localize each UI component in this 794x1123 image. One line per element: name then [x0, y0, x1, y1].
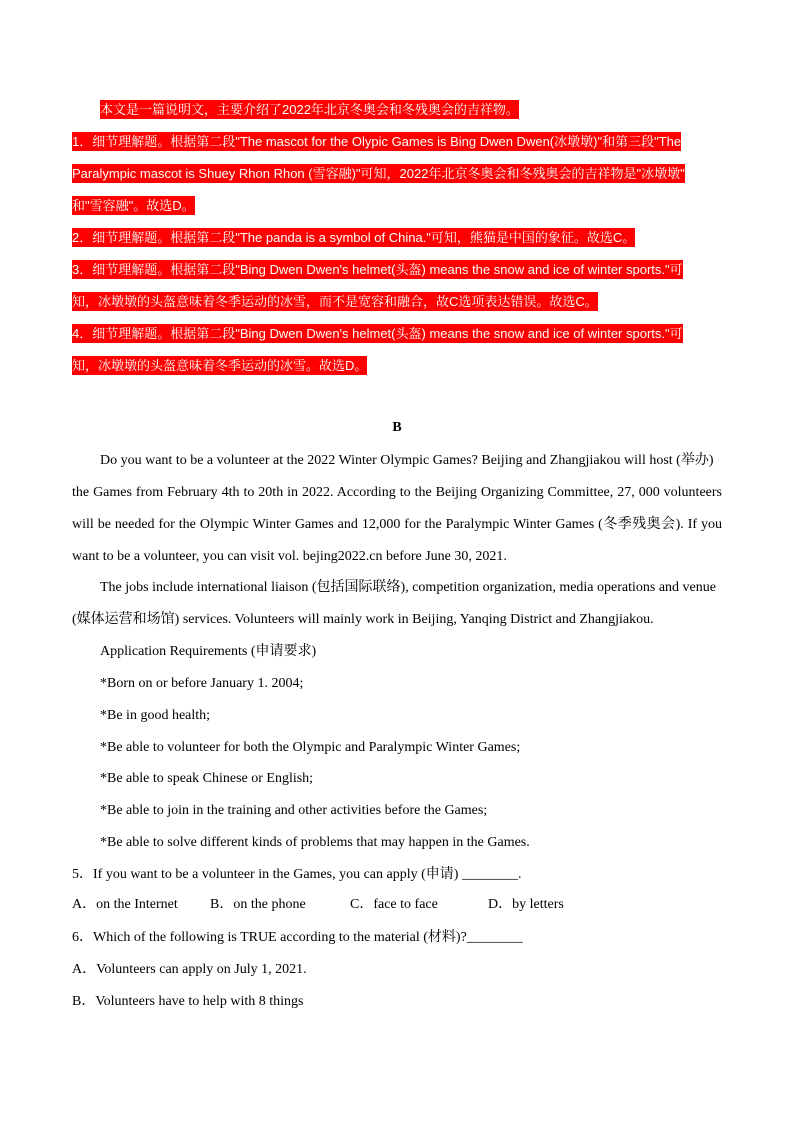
requirement-item: *Be able to speak Chinese or English;	[100, 771, 314, 786]
option-a[interactable]: A．on the Internet	[72, 897, 178, 912]
question-5-stem: 5．If you want to be a volunteer in the Games, you can apply (申请) ________.	[72, 867, 522, 882]
option-c[interactable]: C．face to face	[350, 897, 438, 912]
answer-text: 4．细节理解题。根据第二段"Bing Dwen Dwen's helmet(头盔) means the snow and ice of winter sports."可	[72, 326, 683, 341]
option-b[interactable]: B．on the phone	[210, 897, 306, 912]
requirement-item: *Born on or before January 1. 2004;	[100, 676, 304, 691]
answer-text: 3．细节理解题。根据第二段"Bing Dwen Dwen's helmet(头盔) means the snow and ice of winter sports."可	[72, 262, 683, 277]
option-b[interactable]: B．Volunteers have to help with 8 things	[72, 994, 304, 1009]
requirement-item: *Be able to volunteer for both the Olympic and Paralympic Winter Games;	[100, 740, 521, 755]
answer-line	[72, 228, 722, 254]
passage-line: (媒体运营和场馆) services. Volunteers will mainly work in Beijing, Yanqing District and Zhangjiakou.	[72, 612, 654, 627]
answer-text: 本文是一篇说明文，主要介绍了2022年北京冬奥会和冬残奥会的吉祥物。	[100, 102, 519, 117]
answer-summary-line	[100, 100, 750, 126]
passage-line: the Games from February 4th to 20th in 2022. According to the Beijing Organizing Committee, 27, 000 volunteers	[72, 485, 722, 500]
passage-line: The jobs include international liaison (包括国际联络), competition organization, media operations and venue	[100, 580, 716, 595]
requirements-title: Application Requirements (申请要求)	[100, 644, 317, 659]
answer-line	[72, 356, 722, 382]
answer-line	[72, 292, 722, 318]
answer-line	[72, 164, 722, 190]
question-6-stem: 6．Which of the following is TRUE according to the material (材料)?________	[72, 930, 523, 945]
answer-text: Paralympic mascot is Shuey Rhon Rhon (雪容融)"可知，2022年北京冬奥会和冬残奥会的吉祥物是"冰墩墩"	[72, 166, 685, 181]
answer-text: 2．细节理解题。根据第二段"The panda is a symbol of China."可知，熊猫是中国的象征。故选C。	[72, 230, 636, 245]
section-heading: B	[392, 420, 402, 435]
answer-line	[72, 196, 722, 222]
requirement-item: *Be able to join in the training and other activities before the Games;	[100, 803, 488, 818]
passage-line: Do you want to be a volunteer at the 2022 Winter Olympic Games? Beijing and Zhangjiakou will host (举办)	[100, 453, 714, 468]
option-d[interactable]: D．by letters	[488, 897, 564, 912]
answer-text: 知，冰墩墩的头盔意味着冬季运动的冰雪，而不是宽容和融合，故C选项表达错误。故选C。	[72, 294, 598, 309]
option-a[interactable]: A．Volunteers can apply on July 1, 2021.	[72, 962, 307, 977]
requirement-item: *Be able to solve different kinds of problems that may happen in the Games.	[100, 835, 530, 850]
answer-text: 1．细节理解题。根据第二段"The mascot for the Olypic Games is Bing Dwen Dwen(冰墩墩)"和第三段"The	[72, 134, 682, 149]
answer-line	[72, 324, 722, 350]
answer-text: 和"雪容融"。故选D。	[72, 198, 195, 213]
passage-line: will be needed for the Olympic Winter Games and 12,000 for the Paralympic Winter Games (冬季残奥会). If you	[72, 517, 722, 532]
answer-text: 知，冰墩墩的头盔意味着冬季运动的冰雪。故选D。	[72, 358, 368, 373]
passage-line: want to be a volunteer, you can visit vol. bejing2022.cn before June 30, 2021.	[72, 549, 507, 564]
answer-line	[72, 132, 722, 158]
question-5-options	[72, 895, 722, 915]
requirement-item: *Be in good health;	[100, 708, 211, 723]
answer-line	[72, 260, 722, 286]
